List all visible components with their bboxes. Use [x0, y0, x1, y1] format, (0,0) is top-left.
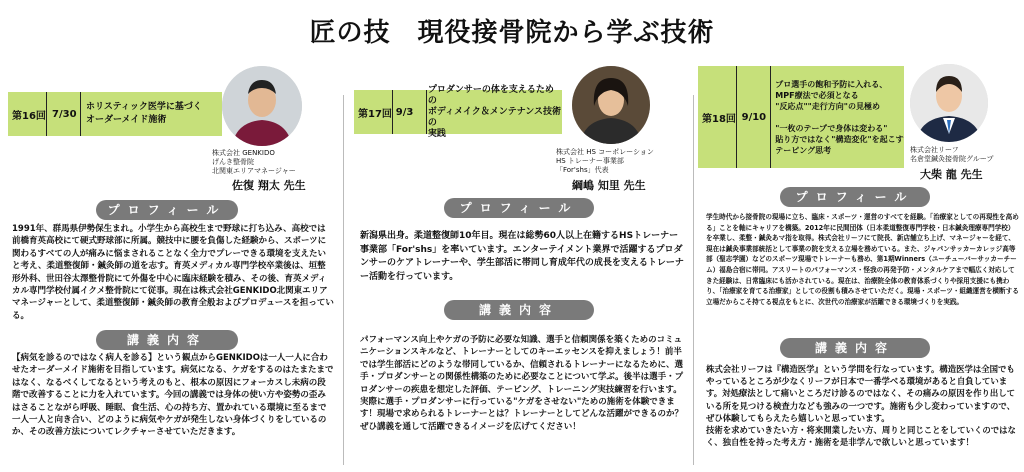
session-date: 9/10 [741, 111, 767, 123]
lecturer-name: 大柴 龍 先生 [920, 168, 983, 181]
profile-text: 学生時代から接骨院の現場に立ち、臨床・スポーツ・運営のすべてを経験。「治療家としての再現性を高める」ことを軸にキャリアを構築。2012年に民間団体（日本柔道整復専門学校・日本鍼灸理療専門学校）を卒業し、柔整・鍼灸あマ指を取得。株式会社リーフにて院長、新店舗立ち上げ、マネージャーを経て、現在は鍼灸事業部統括として事業の院を支える立場を務めている。また、ジャパンサッカーカレッジ高等部（聖志学園）などのスポーツ現場でトレーナーも務め、第1期Winners（ユーチューバーサッカーチーム）福島合宿に帯同。アスリートのパフォーマンス・怪我の再発予防・メンタルケアまで幅広く対応してきた経験は、日常臨床にも活かされている。現在は、治療院全体の教育体系づくりや採用支援にも携わり、「治療家を育てる治療家」としての役割も積みさせていただく。現場・スポーツ・組織運営を横断する立場だからこそ持てる視点をもとに、次世代の治療家が活躍できる環境づくりを実践。 [706, 213, 1019, 306]
lecturer-photo [910, 64, 988, 142]
divider [426, 90, 427, 134]
profile-heading: プロフィール [780, 187, 930, 207]
session-info [698, 66, 904, 168]
lecturer-org: 株式会社 HS コーポレーション HS トレーナー事業部 「For'shs」代表 [556, 148, 654, 174]
session-topic: ホリスティック医学に基づく オーダーメイド施術 [86, 102, 202, 125]
divider [80, 92, 81, 136]
profile-text: 新潟県出身。柔道整復師10年目。現在は総勢60人以上在籍するHSトレーナー事業部「For'shs」を率いています。エンターテイメント業界で活躍するプロダンサーのケアトレーナーや、学生部活に帯同し育成年代の成長を支えるトレーナー活動を行っています。 [360, 231, 684, 282]
session-topic: プロダンサーの体を支えるための ボディメイク＆メンテナンス技術の 実践 [427, 84, 562, 139]
divider [736, 66, 737, 168]
lecturer-photo [222, 66, 302, 146]
lecturer-column-3 [698, 60, 1020, 472]
divider [46, 92, 47, 136]
lecture-heading: 講義内容 [444, 300, 594, 320]
lecturer-name: 佐復 翔太 先生 [232, 179, 306, 192]
divider [770, 66, 771, 168]
lecturer-org: 株式会社 GENKIDO げんき整骨院 北関東エリアマネージャー [212, 149, 296, 175]
session-number: 第17回 [358, 108, 392, 120]
lecture-text: 株式会社リーフは『構造医学』という学問を行なっています。構造医学は全国でもやっているところが少なくリーフが日本で一番学べる環境があると自負しています。対処療法として痛いところだけ診るのではなく、その痛みの原因を作り出している所を見つける検査力なども強みの一つです。施術も少し変わっていますので、ぜひ体験してもらえたら嬉しいと思っています。 技術を求めていきたい方・将来開業したい方、周りと同じことをしていくのではなく、独自性を持った考え方・施術を是非学んで欲しいと思っています！ [706, 364, 1016, 448]
session-date: 9/3 [395, 106, 414, 118]
profile-heading: プロフィール [444, 198, 594, 218]
profile-heading: プロフィール [96, 200, 238, 220]
session-date: 7/30 [52, 108, 77, 120]
divider [392, 90, 393, 134]
lecturer-name: 綱嶋 知里 先生 [572, 179, 646, 192]
column-separator [693, 95, 694, 465]
lecture-text: パフォーマンス向上やケガの予防に必要な知識、選手と信頼関係を築くためのコミュニケーションスキルなど、トレーナーとしてのキーエッセンスを抑えましょう！前半では学生部活にどのような帯同しているか、信頼されるトレーナーになるために、選手・プロダンサーとの関係性構築のために必要なことについて学ぶ。後半は選手・プロダンサーの疾患を想定した評価、テーピング、トレーニング実技練習を行います。実際に選手・プロダンサーに行っている"ケガをさせない"ための施術を体験できます！現場で求められるトレーナーとは？トレーナーとしてどんな活躍ができるのか？ぜひ講義を通して活躍できるイメージを広げてください！ [360, 335, 684, 432]
lecturer-photo [572, 66, 650, 144]
lecture-heading: 講義内容 [780, 338, 930, 358]
session-info [8, 92, 222, 136]
lecturer-column-1 [0, 60, 340, 472]
page-title: 匠の技 現役接骨院から学ぶ技術 [309, 18, 715, 48]
column-separator [343, 95, 344, 465]
lecture-heading: 講義内容 [96, 330, 238, 350]
session-number: 第18回 [702, 113, 736, 125]
session-number: 第16回 [12, 110, 46, 122]
lecturer-column-2 [350, 60, 690, 472]
lecturer-org: 株式会社リーフ 名倉堂鍼灸接骨院グループ [910, 146, 994, 163]
profile-text: 1991年、群馬県伊勢保生まれ。小学生から高校生まで野球に打ち込み、高校では前橋育英高校にて硬式野球部に所属。競技中に腰を負傷した経験から、スポーツに関わるすべての人が痛みに悩まされることなく全力でプレーできる環境を支えたいと考え、柔道整復師・鍼灸師の道を志す。育英メディカル専門学校卒業後は、垣整形外科、世田谷太澤整骨院にて外傷を中心に臨床経験を積み、その後、育英メディカル専門学校付属イクメ整骨院にて従事。現在は株式会社GENKIDO北関東エリアマネージャーとして、柔道整復師・鍼灸師の教育全般およびプロデュースを担っている。 [12, 224, 334, 321]
session-topic: プロ選手の飽和予防に入れる、 MPF療法で必須となる "反応点""走行方向"の見極め "一枚のテープで身体は変わる" 貼り方ではなく"構造変化"を起こすテーピング思考 [775, 79, 904, 155]
session-info [354, 84, 562, 139]
lecture-text: 【病気を診るのではなく病人を診る】という観点からGENKIDOは一人一人に合わせたオーダーメイド施術を目指しています。病気になる、ケガをするのはたまたまではなく、なるべくしてなるという考えのもと、根本の原因にフォーカスし未病の段階で改善することに力を入れています。今回の講義では身体の使い方や姿勢の歪みはさることながら呼吸、睡眠、食生活、心の持ち方、置かれている環境に至るまで一人一人と向き合い、どのように病気やケガが発生しない身体づくりをしているのか、その改善方法についてレクチャーさせていただきます。 [12, 353, 334, 438]
